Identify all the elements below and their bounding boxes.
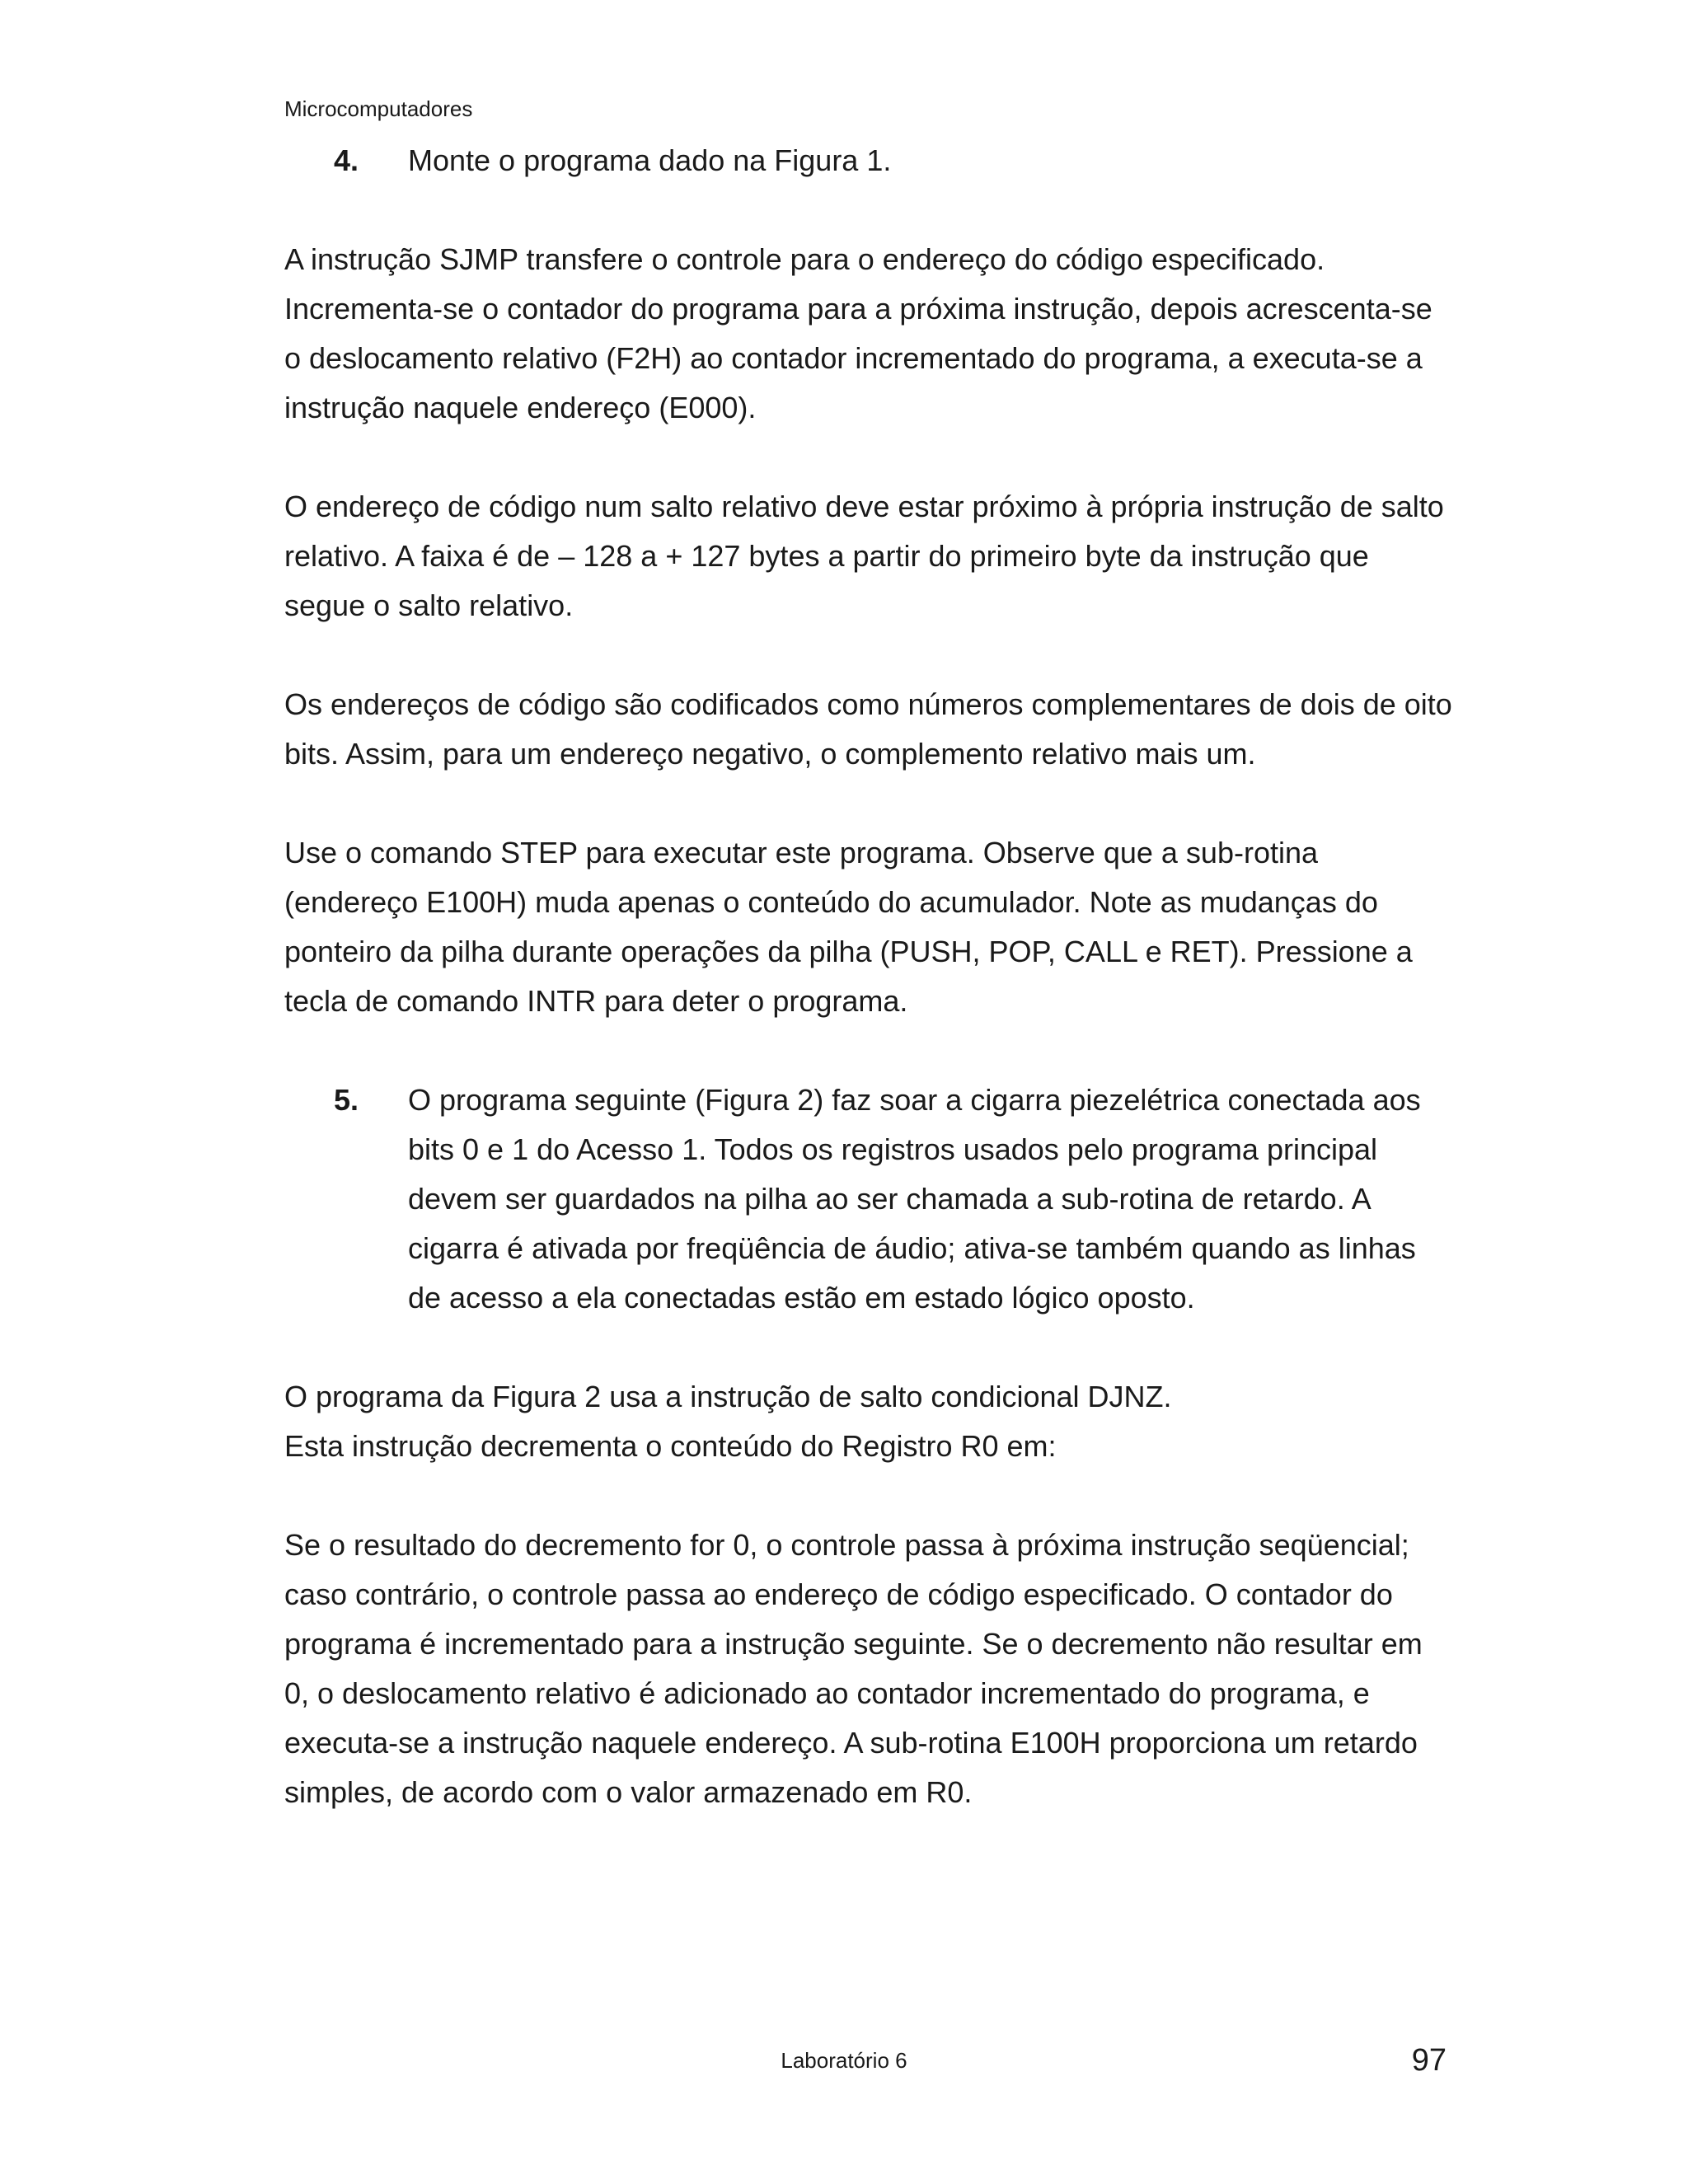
list-item-5 [284,1076,1455,1323]
paragraph-step-command: Use o comando STEP para executar este programa. Observe que a sub-rotina (endereço E100H) muda apenas o conteúdo do acumulador. Note as mudanças do ponteiro da pilha durante operações da pilha (PUSH, POP, CALL e RET). Pressione a tecla de comando INTR para deter o programa. [284,836,1413,1018]
item-text: O programa seguinte (Figura 2) faz soar a cigarra piezelétrica conectada aos bits 0 e 1 do Acesso 1. Todos os registros usados pelo programa principal devem ser guardados na pilha ao ser chamada a sub-rotina de retardo. A cigarra é ativada por freqüência de áudio; ativa-se também quando as linhas de acesso a ela conectadas estão em estado lógico oposto. [408,1083,1421,1315]
list-item-4 [284,136,1455,185]
item-text: Monte o programa dado na Figura 1. [408,143,892,177]
paragraph-code-addresses: Os endereços de código são codificados como números complementares de dois de oito bits. Assim, para um endereço negativo, o complemento relativo mais um. [284,687,1452,771]
footer-label: Laboratório 6 [781,2048,907,2073]
paragraph-decrement-result: Se o resultado do decremento for 0, o controle passa à próxima instrução seqüencial; caso contrário, o controle passa ao endereço de código especificado. O contador do programa é incrementado para a instrução seguinte. Se o decremento não resultar em 0, o deslocamento relativo é adicionado ao contador incrementado do programa, e executa-se a instrução naquele endereço. A sub-rotina E100H proporciona um retardo simples, de acordo com o valor armazenado em R0. [284,1528,1423,1809]
page-number: 97 [1411,2043,1447,2078]
paragraph-djnz-line2: Esta instrução decrementa o conteúdo do Registro R0 em: [284,1429,1057,1463]
paragraph-djnz-line1: O programa da Figura 2 usa a instrução de salto condicional DJNZ. [284,1380,1172,1413]
item-number: 4. [334,143,359,177]
running-header: Microcomputadores [284,96,473,121]
paragraph-relative-jump: O endereço de código num salto relativo deve estar próximo à própria instrução de salto relativo. A faixa é de – 128 a + 127 bytes a partir do primeiro byte da instrução que segue o salto relativo. [284,490,1444,622]
paragraph-sjmp: A instrução SJMP transfere o controle para o endereço do código especificado. Incrementa-se o contador do programa para a próxima instrução, depois acrescenta-se o deslocamento relativo (F2H) ao contador incrementado do programa, a executa-se a instrução naquele endereço (E000). [284,242,1432,424]
page-body [284,136,1455,1817]
item-number: 5. [334,1083,359,1117]
